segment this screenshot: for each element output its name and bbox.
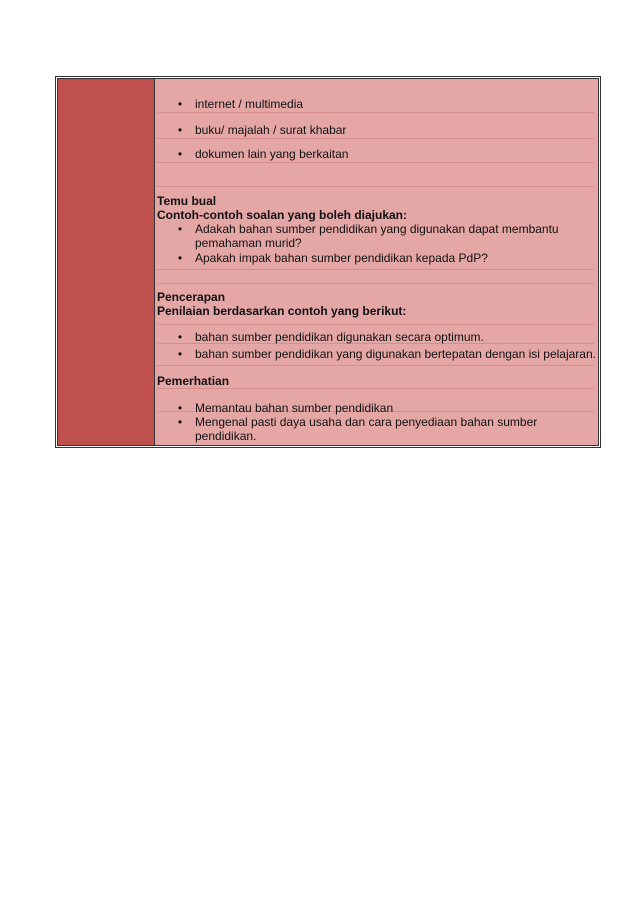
rule-line (157, 388, 594, 389)
bullet-icon: • (177, 401, 183, 415)
bullet-icon: • (177, 222, 183, 236)
rule-line (157, 138, 594, 139)
bullet-icon: • (177, 97, 183, 111)
bullet-icon: • (177, 251, 183, 265)
bullet-icon: • (177, 123, 183, 137)
rule-line (157, 324, 594, 325)
pencerapan-subheading: Penilaian berdasarkan contoh yang berikut: (157, 304, 407, 318)
bullet-icon: • (177, 415, 183, 429)
bullet-icon: • (177, 330, 183, 344)
temu-bual-heading: Temu bual (157, 194, 217, 208)
pemerhatian-heading: Pemerhatian (157, 374, 230, 388)
rule-line (157, 365, 594, 366)
content-cell: • internet / multimedia • buku/ majalah / surat khabar • dokumen lain yang berkaitan Temu bual Contoh-contoh soalan yang boleh diajukan: • Adakah bahan sumber pendidikan yang digunakan dapat membantu pemahaman murid? • Apakah impak bahan sumber pendidikan kepada PdP? Pencerapan Penilaian berdasarkan contoh yang berikut: • bahan sumber pendidikan digunakan secara optimum. • bahan sumber pendidikan yang digunakan bertepatan dengan isi pelajaran. Pemerhatian • Memantau bahan sumber pendidikan • Mengenal pasti daya usaha dan cara penyediaan bahan sumber pendidikan. (155, 79, 598, 445)
rule-line (157, 269, 594, 270)
content-table (55, 76, 601, 448)
rule-line (157, 112, 594, 113)
bullet-icon: • (177, 347, 183, 361)
temu-bual-subheading: Contoh-contoh soalan yang boleh diajukan: (157, 208, 408, 222)
left-color-column (58, 79, 155, 445)
rule-line (157, 186, 594, 187)
rule-line (157, 162, 594, 163)
rule-line (157, 283, 594, 284)
pencerapan-heading: Pencerapan (157, 290, 226, 304)
bullet-icon: • (177, 147, 183, 161)
